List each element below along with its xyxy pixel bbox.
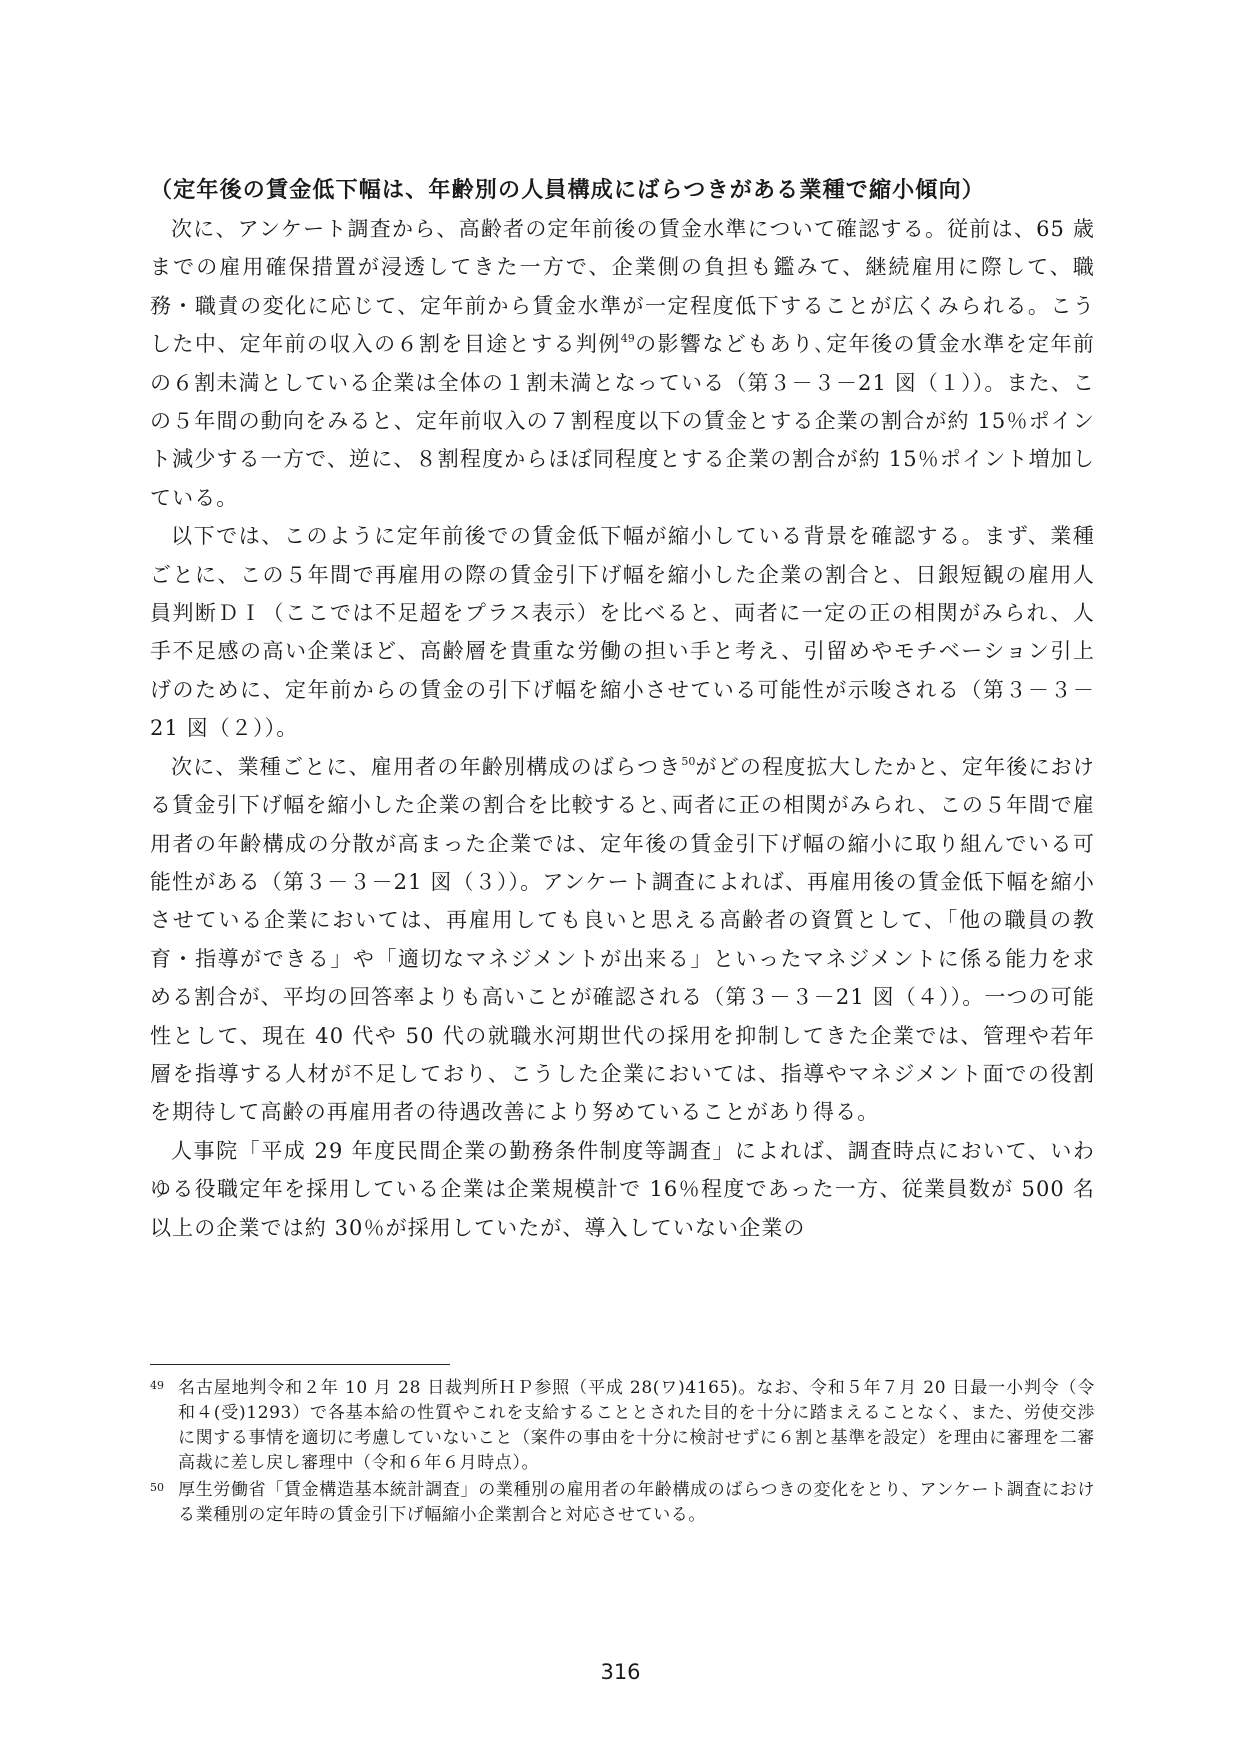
paragraph-1-text-b: の影響などもあり､定年後の賃金水準を定年前の６割未満としている企業は全体の１割未満となっている（第３－３－21 図（１））。また、この５年間の動向をみると、定年前収入の７割程度以下の賃金とする企業の割合が約 15％ポイント減少する一方で、逆に、８割程度からほぼ同程度とする企業の割合が約 15％ポイント増加している。: [150, 332, 1095, 510]
paragraph-4: 人事院「平成 29 年度民間企業の勤務条件制度等調査」によれば、調査時点において、いわゆる役職定年を採用している企業は企業規模計で 16％程度であった一方、従業員数が 500 名以上の企業では約 30％が採用していたが、導入していない企業の: [150, 1138, 1095, 1240]
footnote-text: 厚生労働省「賃金構造基本統計調査」の業種別の雇用者の年齢構成のばらつきの変化をとり、アンケート調査における業種別の定年時の賃金引下げ幅縮小企業割合と対応させている。: [178, 1480, 1095, 1525]
footnote-divider: [150, 1364, 450, 1365]
page-number: 316: [600, 1660, 641, 1684]
paragraph-2: 以下では、このように定年前後での賃金低下幅が縮小している背景を確認する。まず、業種ごとに、この５年間で再雇用の際の賃金引下げ幅を縮小した企業の割合と、日銀短観の雇用人員判断ＤＩ（ここでは不足超をプラス表示）を比べると、両者に一定の正の相関がみられ、人手不足感の高い企業ほど、高齢層を貴重な労働の担い手と考え、引留めやモチベーション引上げのために、定年前からの賃金の引下げ幅を縮小させている可能性が示唆される（第３－３－21 図（２））。: [150, 524, 1095, 741]
footnotes: [150, 1376, 1095, 1530]
footnote-50: [150, 1478, 1095, 1528]
footnote-number: 49: [150, 1379, 164, 1392]
footnote-text: 名古屋地判令和２年 10 月 28 日裁判所ＨＰ参照（平成 28(ワ)4165)。なお、令和５年７月 20 日最一小判令（令和４(受)1293）で各基本給の性質やこれを支給することとされた目的を十分に踏まえることなく、また、労使交渉に関する事情を適切に考慮していないこと（案件の事由を十分に検討せずに６割と基準を設定）を理由に審理を二審高裁に差し戻し審理中（令和６年６月時点）。: [178, 1378, 1095, 1473]
paragraph-3-text-a: 次に、業種ごとに、雇用者の年齢別構成のばらつき: [171, 754, 682, 779]
main-content: [150, 176, 1095, 1247]
footnote-number: 50: [150, 1481, 164, 1494]
section-heading: （定年後の賃金低下幅は、年齢別の人員構成にばらつきがある業種で縮小傾向）: [150, 178, 985, 203]
footnote-ref-49[interactable]: 49: [620, 332, 635, 346]
paragraph-1: [150, 210, 1095, 517]
paragraph-1-text-a: 次に、アンケート調査から、高齢者の定年前後の賃金水準について確認する。従前は、65 歳までの雇用確保措置が浸透してきた一方で、企業側の負担も鑑みて、継続雇用に際して、職務・職責の変化に応じて、定年前から賃金水準が一定程度低下することが広くみられる。こうした中、定年前の収入の６割を目途とする判例: [150, 217, 1095, 357]
paragraph-3: [150, 748, 1095, 1132]
footnote-ref-50[interactable]: 50: [681, 754, 696, 768]
paragraph-3-text-b: がどの程度拡大したかと、定年後における賃金引下げ幅を縮小した企業の割合を比較すると､両者に正の相関がみられ、この５年間で雇用者の年齢構成の分散が高まった企業では、定年後の賃金引下げ幅の縮小に取り組んでいる可能性がある（第３－３－21 図（３））。アンケート調査によれば、再雇用後の賃金低下幅を縮小させている企業においては、再雇用しても良いと思える高齢者の資質として、「他の職員の教育・指導ができる」や「適切なマネジメントが出来る」といったマネジメントに係る能力を求める割合が、平均の回答率よりも高いことが確認される（第３－３－21 図（４））。一つの可能性として、現在 40 代や 50 代の就職氷河期世代の採用を抑制してきた企業では、管理や若年層を指導する人材が不足しており、こうした企業においては、指導やマネジメント面での役割を期待して高齢の再雇用者の待遇改善により努めていることがあり得る。: [150, 754, 1095, 1125]
footnote-49: [150, 1376, 1095, 1476]
